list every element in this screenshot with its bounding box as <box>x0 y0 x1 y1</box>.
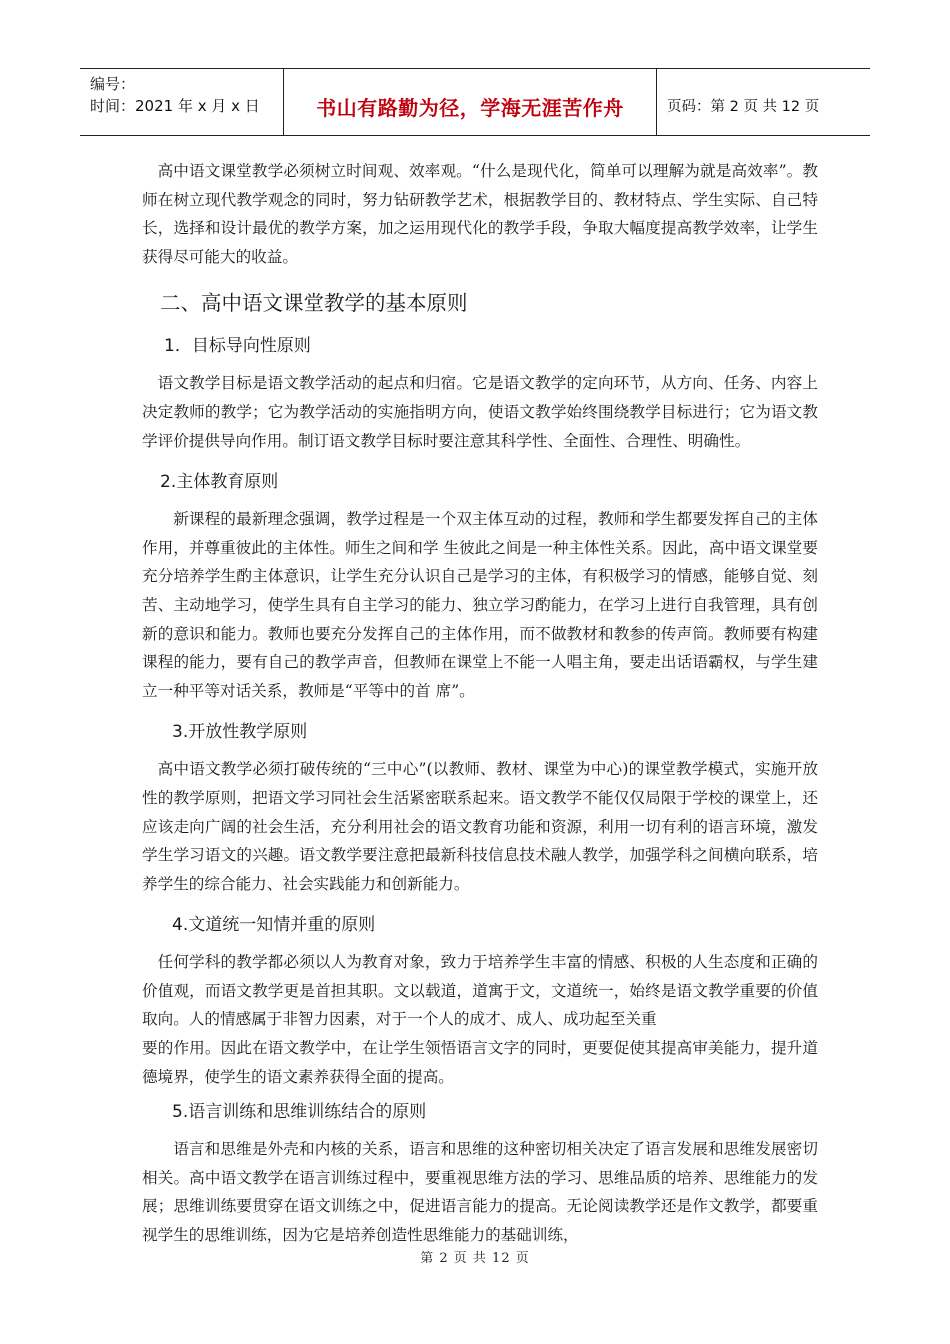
intro-paragraph: 高中语文课堂教学必须树立时间观、效率观。“什么是现代化，简单可以理解为就是高效率”。教师在树立现代教学观念的同时，努力钻研教学艺术，根据教学目的、教材特点、学生实际、自己特长，选择和设计最优的教学方案，加之运用现代化的教学手段，争取大幅度提高教学效率，让学生获得尽可能大的收益。 <box>142 162 818 266</box>
page-footer: 第 2 页 共 12 页 <box>420 1251 530 1266</box>
subsection-body-5: 语言和思维是外壳和内核的关系，语言和思维的这种密切相关决定了语言发展和思维发展密切相关。高中语文教学在语言训练过程中，要重视思维方法的学习、思维品质的培养、思维能力的发展；思维训练要贯穿在语文训练之中，促进语言能力的提高。无论阅读教学还是作文教学，都要重视学生的思维训练，因为它是培养创造性思维能力的基础训练， <box>142 1140 818 1245</box>
subsection-heading-4: 4.文道统一知情并重的原则 <box>172 915 376 936</box>
page-header <box>80 68 870 136</box>
subsection-body-1: 语文教学目标是语文教学活动的起点和归宿。它是语文教学的定向环节，从方向、任务、内容上决定教师的教学；它为教学活动的实施指明方向，使语文教学始终围绕教学目标进行；它为语文教学评价提供导向作用。制订语文教学目标时要注意其科学性、全面性、合理性、明确性。 <box>142 374 818 450</box>
header-info-cell <box>80 69 284 135</box>
subsection-body-4b: 要的作用。因此在语文教学中，在让学生领悟语言文字的同时，更要促使其提高审美能力，提升道德境界，使学生的语文素养获得全面的提高。 <box>142 1039 818 1086</box>
subsection-heading-1: 1．目标导向性原则 <box>164 336 311 357</box>
section-heading: 二、高中语文课堂教学的基本原则 <box>160 291 468 316</box>
header-motto: 书山有路勤为径，学海无涯苦作舟 <box>284 69 657 135</box>
subsection-body-2: 新课程的最新理念强调，教学过程是一个双主体互动的过程，教师和学生都要发挥自己的主体作用，并尊重彼此的主体性。师生之间和学 生彼此之间是一种主体性关系。因此，高中语文课堂要充分培养学生酌主体意识，让学生充分认识自己是学习的主体，有积极学习的情感，能够自觉、刻苦、主动地学习，使学生具有自主学习的能力、独立学习酌能力，在学习上进行自我管理，具有创新的意识和能力。教师也要充分发挥自己的主体作用，而不做教材和教参的传声筒。教师要有构建课程的能力，要有自己的教学声音，但教师在课堂上不能一人唱主角，要走出话语霸权，与学生建立一种平等对话关系，教师是“平等中的首 席”。 <box>142 510 818 700</box>
document-body <box>142 157 818 1250</box>
document-number-label: 编号： <box>90 75 136 93</box>
subsection-body-4a: 任何学科的教学都必须以人为教育对象，致力于培养学生丰富的情感、积极的人生态度和正确的价值观，而语文教学更是首担其职。文以载道，道寓于文，文道统一，始终是语文教学重要的价值取向。人的情感属于非智力因素，对于一个人的成才、成人、成功起至关重 <box>142 953 818 1029</box>
subsection-heading-3: 3.开放性教学原则 <box>172 722 308 743</box>
header-page-info: 页码：第 2 页 共 12 页 <box>667 98 820 115</box>
subsection-heading-5: 5.语言训练和思维训练结合的原则 <box>172 1102 427 1123</box>
document-date: 时间：2021 年 x 月 x 日 <box>90 97 260 115</box>
subsection-heading-2: 2.主体教育原则 <box>160 472 279 493</box>
subsection-body-3: 高中语文教学必须打破传统的“三中心”(以教师、教材、课堂为中心)的课堂教学模式，实施开放性的教学原则，把语文学习同社会生活紧密联系起来。语文教学不能仅仅局限于学校的课堂上，还应该走向广阔的社会生活，充分利用社会的语文教育功能和资源，利用一切有利的语言环境，激发学生学习语文的兴趣。语文教学要注意把最新科技信息技术融人教学，加强学科之间横向联系，培养学生的综合能力、社会实践能力和创新能力。 <box>142 760 818 893</box>
